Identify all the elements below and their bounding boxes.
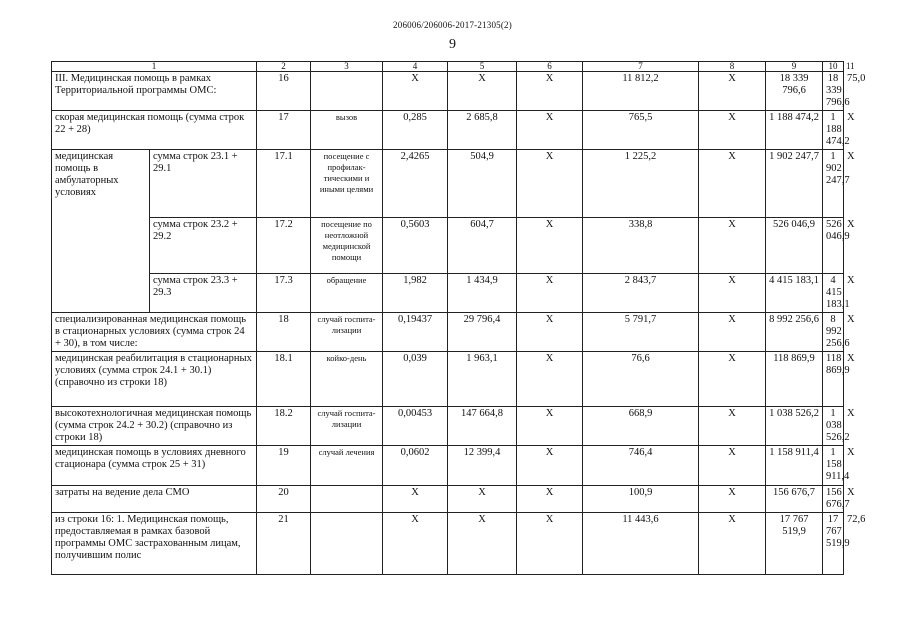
- row-label: специализированная медицинская помощь в стационарных условиях (сумма строк 24 + 30), в том числе:: [52, 313, 257, 352]
- value-cell: X: [699, 72, 766, 111]
- value-cell: 0,19437: [383, 313, 448, 352]
- value-cell: 0,00453: [383, 407, 448, 446]
- table-row: медицинская реабилитация в стационарных условиях (сумма строк 24.1 + 30.1) (справочно из строки 18) 18.1 койко-день 0,039 1 963,1 X 76,6 X 118 869,9 118 869,9 X: [52, 352, 844, 407]
- value-cell: X: [517, 407, 583, 446]
- column-header: 9: [766, 62, 823, 72]
- value-cell: X: [517, 352, 583, 407]
- unit-cell: случай лечения: [311, 446, 383, 486]
- value-cell: 1 902 247,7: [766, 150, 823, 218]
- table-row: сумма строк 23.2 + 29.2 17.2 посещение по неотложной медицинской помощи 0,5603 604,7 X 338,8 X 526 046,9 526 046,9 X: [52, 218, 844, 274]
- value-cell: 2 843,7: [583, 274, 699, 313]
- unit-cell: посещение с профилак-тическими и иными целями: [311, 150, 383, 218]
- value-cell: X: [517, 513, 583, 575]
- value-cell: 338,8: [583, 218, 699, 274]
- value-cell: 0,285: [383, 111, 448, 150]
- value-cell: X: [517, 111, 583, 150]
- unit-cell: случай госпита-лизации: [311, 313, 383, 352]
- value-cell: X: [517, 313, 583, 352]
- value-cell: 504,9: [448, 150, 517, 218]
- value-cell: 17 767 519,9: [766, 513, 823, 575]
- row-label: сумма строк 23.2 + 29.2: [150, 218, 257, 274]
- row-label: сумма строк 23.3 + 29.3: [150, 274, 257, 313]
- value-cell: 1 225,2: [583, 150, 699, 218]
- value-cell: 147 664,8: [448, 407, 517, 446]
- row-number: 18: [257, 313, 311, 352]
- value-cell: 8 992 256,6: [823, 313, 844, 352]
- column-header: 6: [517, 62, 583, 72]
- value-cell: X: [517, 446, 583, 486]
- value-cell: 765,5: [583, 111, 699, 150]
- table-row: медицинская помощь в условиях дневного стационара (сумма строк 25 + 31) 19 случай лечения 0,0602 12 399,4 X 746,4 X 1 158 911,4 1 158 911,4 X: [52, 446, 844, 486]
- value-cell: X: [699, 352, 766, 407]
- value-cell: 4 415 183,1: [823, 274, 844, 313]
- value-cell: X: [699, 446, 766, 486]
- value-cell: X: [517, 72, 583, 111]
- unit-cell: посещение по неотложной медицинской помощи: [311, 218, 383, 274]
- row-label: III. Медицинская помощь в рамках Территориальной программы ОМС:: [52, 72, 257, 111]
- row-number: 18.2: [257, 407, 311, 446]
- row-label: медицинская реабилитация в стационарных условиях (сумма строк 24.1 + 30.1) (справочно из строки 18): [52, 352, 257, 407]
- value-cell: 0,039: [383, 352, 448, 407]
- value-cell: 1 188 474,2: [823, 111, 844, 150]
- value-cell: X: [699, 313, 766, 352]
- column-header: 3: [311, 62, 383, 72]
- row-number: 20: [257, 486, 311, 513]
- table-row: специализированная медицинская помощь в стационарных условиях (сумма строк 24 + 30), в том числе: 18 случай госпита-лизации 0,19437 29 796,4 X 5 791,7 X 8 992 256,6 8 992 256,6 X: [52, 313, 844, 352]
- value-cell: X: [383, 72, 448, 111]
- value-cell: X: [448, 486, 517, 513]
- value-cell: 11 812,2: [583, 72, 699, 111]
- value-cell: 0,5603: [383, 218, 448, 274]
- unit-cell: [311, 513, 383, 575]
- column-header: 8: [699, 62, 766, 72]
- value-cell: 1 038 526,2: [766, 407, 823, 446]
- column-header: 1: [52, 62, 257, 72]
- row-label: из строки 16: 1. Медицинская помощь, предоставляемая в рамках базовой программы ОМС застрахованным лицам, получившим полис: [52, 513, 257, 575]
- value-cell: 17 767 519,9: [823, 513, 844, 575]
- table-row: затраты на ведение дела СМО 20 X X X 100,9 X 156 676,7 156 676,7 X: [52, 486, 844, 513]
- unit-cell: вызов: [311, 111, 383, 150]
- value-cell: 1 158 911,4: [823, 446, 844, 486]
- value-cell: X: [383, 486, 448, 513]
- value-cell: 18 339 796,6: [766, 72, 823, 111]
- table-row: III. Медицинская помощь в рамках Территориальной программы ОМС: 16 X X X 11 812,2 X 18 339 796,6 18 339 796,6 75,0: [52, 72, 844, 111]
- value-cell: 1 158 911,4: [766, 446, 823, 486]
- value-cell: X: [517, 274, 583, 313]
- value-cell: X: [699, 150, 766, 218]
- row-number: 19: [257, 446, 311, 486]
- value-cell: X: [448, 72, 517, 111]
- value-cell: 100,9: [583, 486, 699, 513]
- table-row: высокотехнологичная медицинская помощь (сумма строк 24.2 + 30.2) (справочно из строки 18) 18.2 случай госпита-лизации 0,00453 147 664,8 X 668,9 X 1 038 526,2 1 038 526,2 X: [52, 407, 844, 446]
- value-cell: 8 992 256,6: [766, 313, 823, 352]
- table-row: медицинская помощь в амбулаторных условиях сумма строк 23.1 + 29.1 17.1 посещение с профилак-тическими и иными целями 2,4265 504,9 X 1 225,2 X 1 902 247,7 1 902 247,7 X: [52, 150, 844, 218]
- table-row: скорая медицинская помощь (сумма строк 22 + 28) 17 вызов 0,285 2 685,8 X 765,5 X 1 188 474,2 1 188 474,2 X: [52, 111, 844, 150]
- row-label: скорая медицинская помощь (сумма строк 22 + 28): [52, 111, 257, 150]
- value-cell: 118 869,9: [766, 352, 823, 407]
- column-header: 7: [583, 62, 699, 72]
- value-cell: 604,7: [448, 218, 517, 274]
- column-header: 2: [257, 62, 311, 72]
- row-number: 16: [257, 72, 311, 111]
- value-cell: 156 676,7: [823, 486, 844, 513]
- row-label: высокотехнологичная медицинская помощь (сумма строк 24.2 + 30.2) (справочно из строки 18): [52, 407, 257, 446]
- value-cell: X: [699, 111, 766, 150]
- value-cell: 156 676,7: [766, 486, 823, 513]
- value-cell: X: [517, 218, 583, 274]
- value-cell: X: [699, 407, 766, 446]
- value-cell: 2 685,8: [448, 111, 517, 150]
- column-header: 10: [823, 62, 844, 72]
- value-cell: 29 796,4: [448, 313, 517, 352]
- unit-cell: случай госпита-лизации: [311, 407, 383, 446]
- group-label: медицинская помощь в амбулаторных условиях: [52, 150, 150, 313]
- table-row: сумма строк 23.3 + 29.3 17.3 обращение 1,982 1 434,9 X 2 843,7 X 4 415 183,1 4 415 183,1 X: [52, 274, 844, 313]
- value-cell: 1 038 526,2: [823, 407, 844, 446]
- row-number: 17.1: [257, 150, 311, 218]
- unit-cell: [311, 72, 383, 111]
- document-number: 206006/206006-2017-21305(2): [393, 20, 512, 30]
- value-cell: 526 046,9: [823, 218, 844, 274]
- value-cell: 18 339 796,6: [823, 72, 844, 111]
- value-cell: 1 188 474,2: [766, 111, 823, 150]
- value-cell: 4 415 183,1: [766, 274, 823, 313]
- value-cell: 1,982: [383, 274, 448, 313]
- row-label: сумма строк 23.1 + 29.1: [150, 150, 257, 218]
- value-cell: 118 869,9: [823, 352, 844, 407]
- row-number: 18.1: [257, 352, 311, 407]
- table-row: из строки 16: 1. Медицинская помощь, предоставляемая в рамках базовой программы ОМС застрахованным лицам, получившим полис 21 X X X 11 443,6 X 17 767 519,9 17 767 519,9 72,6: [52, 513, 844, 575]
- unit-cell: [311, 486, 383, 513]
- financing-table: [51, 61, 866, 575]
- unit-cell: койко-день: [311, 352, 383, 407]
- value-cell: 1 902 247,7: [823, 150, 844, 218]
- value-cell: 76,6: [583, 352, 699, 407]
- value-cell: X: [699, 513, 766, 575]
- value-cell: 0,0602: [383, 446, 448, 486]
- value-cell: X: [448, 513, 517, 575]
- row-label: затраты на ведение дела СМО: [52, 486, 257, 513]
- row-label: медицинская помощь в условиях дневного стационара (сумма строк 25 + 31): [52, 446, 257, 486]
- value-cell: 2,4265: [383, 150, 448, 218]
- row-number: 21: [257, 513, 311, 575]
- value-cell: X: [699, 274, 766, 313]
- unit-cell: обращение: [311, 274, 383, 313]
- value-cell: 1 434,9: [448, 274, 517, 313]
- row-number: 17: [257, 111, 311, 150]
- row-number: 17.2: [257, 218, 311, 274]
- value-cell: X: [699, 486, 766, 513]
- column-number-row: 1 2 3 4 5 6 7 8 9 10 11: [52, 62, 844, 72]
- value-cell: 5 791,7: [583, 313, 699, 352]
- page-number: 9: [449, 37, 456, 52]
- value-cell: X: [383, 513, 448, 575]
- value-cell: 668,9: [583, 407, 699, 446]
- column-header: 5: [448, 62, 517, 72]
- value-cell: X: [517, 150, 583, 218]
- value-cell: 12 399,4: [448, 446, 517, 486]
- value-cell: 11 443,6: [583, 513, 699, 575]
- value-cell: 1 963,1: [448, 352, 517, 407]
- value-cell: X: [699, 218, 766, 274]
- column-header: 4: [383, 62, 448, 72]
- value-cell: 526 046,9: [766, 218, 823, 274]
- row-number: 17.3: [257, 274, 311, 313]
- value-cell: 746,4: [583, 446, 699, 486]
- value-cell: X: [517, 486, 583, 513]
